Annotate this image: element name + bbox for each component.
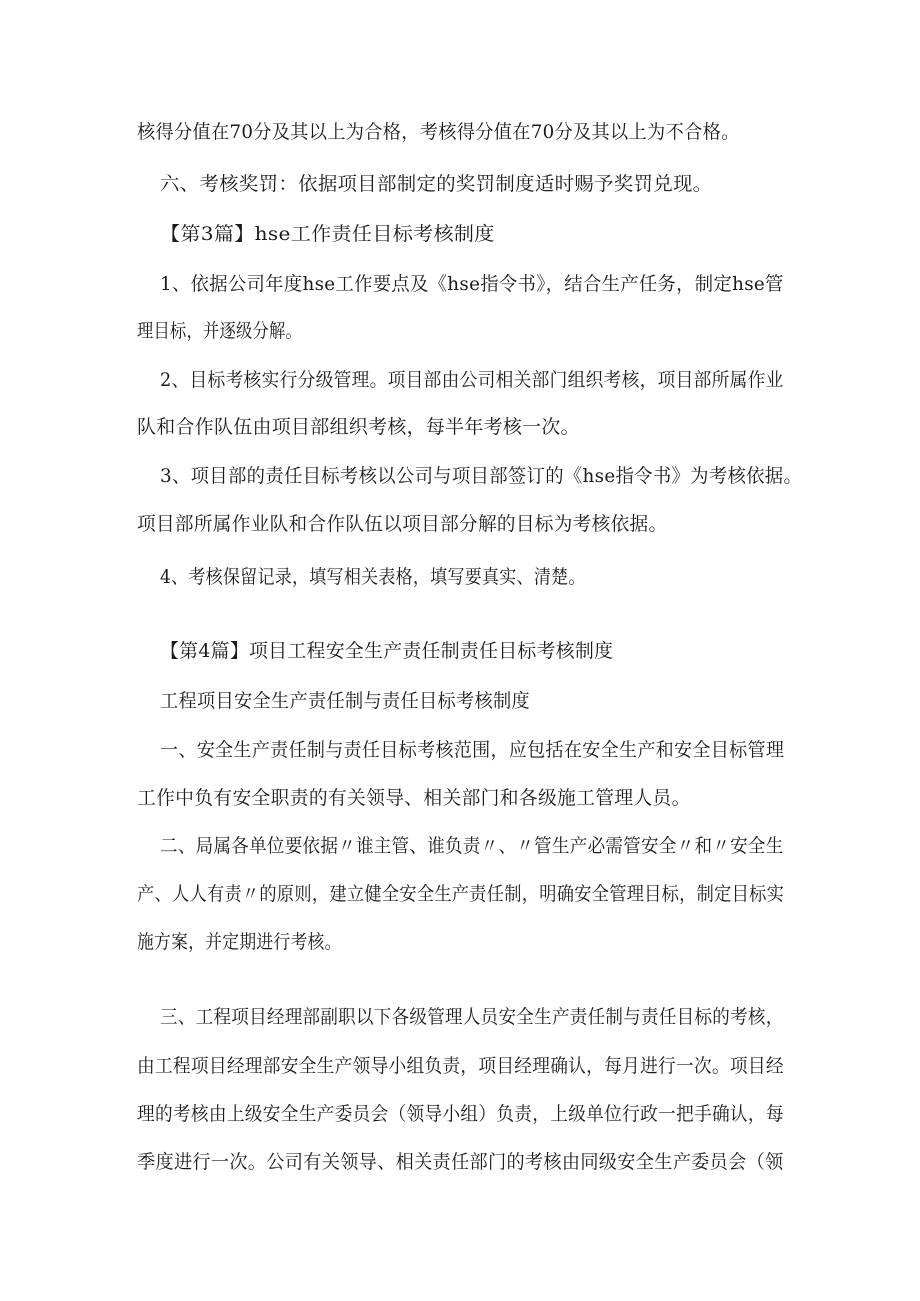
- text-line: 由工程项目经理部安全生产领导小组负责，项目经理确认，每月进行一次。项目经: [137, 1055, 784, 1077]
- text-line: 理目标，并逐级分解。: [137, 320, 303, 342]
- text-line: 产、人人有责〃的原则，建立健全安全生产责任制，明确安全管理目标，制定目标实: [137, 883, 785, 905]
- text-line: 项目部所属作业队和合作队伍以项目部分解的目标为考核依据。: [137, 513, 668, 535]
- text-line: 一、安全生产责任制与责任目标考核范围，应包括在安全生产和安全目标管理: [160, 739, 785, 761]
- text-line: 2、目标考核实行分级管理。项目部由公司相关部门组织考核，项目部所属作业: [160, 369, 784, 391]
- text-line: 3、项目部的责任目标考核以公司与项目部签订的《hse指令书》为考核依据。: [160, 465, 803, 487]
- subtitle: 工程项目安全生产责任制与责任目标考核制度: [160, 690, 531, 712]
- text-line: 六、考核奖罚：依据项目部制定的奖罚制度适时赐予奖罚兑现。: [160, 173, 713, 195]
- text-line: 季度进行一次。公司有关领导、相关责任部门的考核由同级安全生产委员会（领: [137, 1151, 784, 1173]
- text-line: 三、工程项目经理部副职以下各级管理人员安全生产责任制与责任目标的考核，: [160, 1006, 784, 1028]
- text-line: 队和合作队伍由项目部组织考核，每半年考核一次。: [137, 416, 580, 438]
- text-line: 4、考核保留记录，填写相关表格，填写要真实、清楚。: [160, 566, 586, 588]
- text-line: 二、局属各单位要依据〃谁主管、谁负责〃、〃管生产必需管安全〃和〃安全生: [160, 835, 784, 857]
- text-line: 1、依据公司年度hse工作要点及《hse指令书》，结合生产任务，制定hse管: [160, 273, 784, 295]
- text-line: 理的考核由上级安全生产委员会（领导小组）负责，上级单位行政一把手确认，每: [137, 1103, 784, 1125]
- text-line: 施方案，并定期进行考核。: [137, 931, 342, 953]
- text-line: 工作中负有安全职责的有关领导、相关部门和各级施工管理人员。: [137, 787, 691, 809]
- text-line: 核得分值在70分及其以上为合格，考核得分值在70分及其以上为不合格。: [137, 121, 740, 143]
- section-heading: 【第4篇】项目工程安全生产责任制责任目标考核制度: [160, 640, 614, 662]
- section-heading: 【第3篇】hse工作责任目标考核制度: [160, 223, 495, 245]
